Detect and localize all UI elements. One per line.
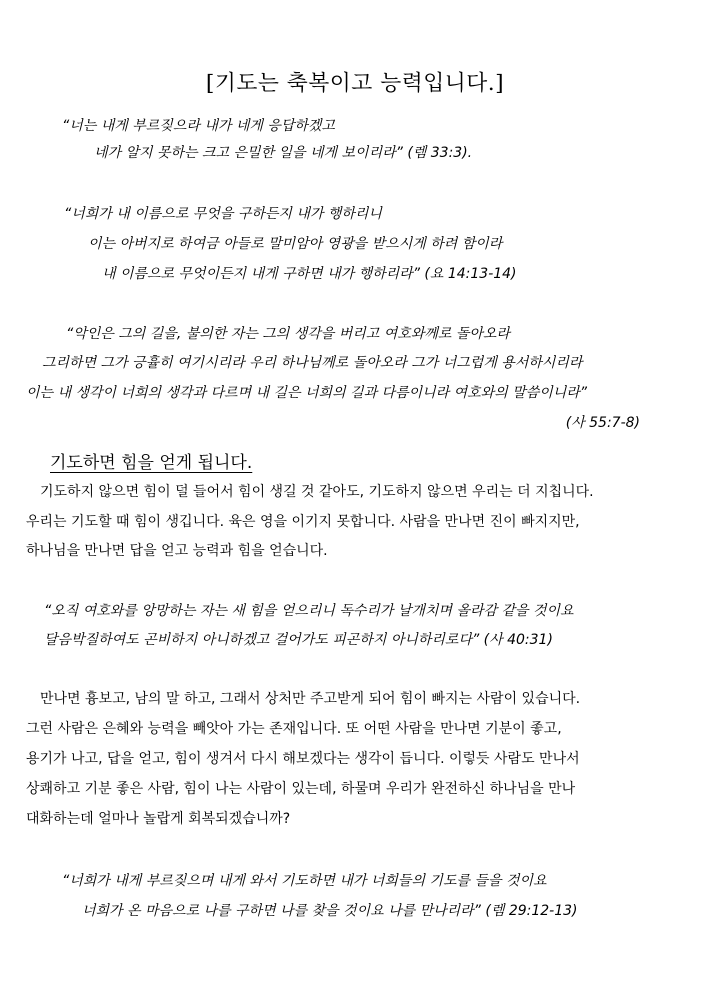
page-title: [기도는 축복이고 능력입니다.] (205, 71, 505, 96)
paragraph2-line1: 만나면 흉보고, 남의 말 하고, 그래서 상처만 주고받게 되어 힘이 빠지는 사람이 있습니다. (40, 691, 581, 707)
paragraph1-line3: 하나님을 만나면 답을 얻고 능력과 힘을 얻습니다. (26, 543, 328, 559)
quote2-line2: 이는 아버지로 하여금 아들로 말미암아 영광을 받으시게 하려 함이라 (88, 236, 503, 252)
quote3-line2: 그리하면 그가 긍휼히 여기시리라 우리 하나님께로 돌아오라 그가 너그럽게 용서하시리라 (42, 355, 583, 371)
quote3-reference: (사 55:7-8) (565, 415, 640, 431)
quote1-line1: “너는 내게 부르짖으라 내가 네게 응답하겠고 (62, 118, 335, 134)
paragraph1-line2: 우리는 기도할 때 힘이 생깁니다. 육은 영을 이기지 못합니다. 사람을 만나면 진이 빠지지만, (26, 514, 580, 530)
quote5-line2: 너희가 온 마음으로 나를 구하면 나를 찾을 것이요 나를 만나리라” (렘 29:12-13) (82, 903, 578, 919)
paragraph2-line2: 그런 사람은 은혜와 능력을 빼앗아 가는 존재입니다. 또 어떤 사람을 만나면 기분이 좋고, (26, 721, 562, 737)
paragraph2-line5: 대화하는데 얼마나 놀랍게 회복되겠습니까? (26, 811, 291, 827)
quote3-line3: 이는 내 생각이 너희의 생각과 다르며 내 길은 너희의 길과 다름이니라 여호와의 말씀이니라” (26, 385, 588, 401)
paragraph1-line1: 기도하지 않으면 힘이 덜 들어서 힘이 생길 것 같아도, 기도하지 않으면 우리는 더 지칩니다. (40, 484, 594, 500)
paragraph2-line3: 용기가 나고, 답을 얻고, 힘이 생겨서 다시 해보겠다는 생각이 듭니다. 이렇듯 사람도 만나서 (26, 751, 580, 767)
quote4-line2: 달음박질하여도 곤비하지 아니하겠고 걸어가도 피곤하지 아니하리로다” (사 40:31) (44, 632, 553, 648)
paragraph2-line4: 상쾌하고 기분 좋은 사람, 힘이 나는 사람이 있는데, 하물며 우리가 완전하신 하나님을 만나 (26, 781, 576, 797)
quote2-line3: 내 이름으로 무엇이든지 내게 구하면 내가 행하리라” (요 14:13-14) (102, 266, 517, 282)
quote3-line1: “악인은 그의 길을, 불의한 자는 그의 생각을 버리고 여호와께로 돌아오라 (66, 326, 510, 342)
quote5-line1: “너희가 내게 부르짖으며 내게 와서 기도하면 내가 너희들의 기도를 들을 것이요 (62, 873, 547, 889)
quote1-line2: 네가 알지 못하는 크고 은밀한 일을 네게 보이리라” (렘 33:3). (94, 145, 473, 161)
section-heading: 기도하면 힘을 얻게 됩니다. (50, 453, 253, 473)
quote4-line1: “오직 여호와를 앙망하는 자는 새 힘을 얻으리니 독수리가 날개치며 올라감 같을 것이요 (44, 603, 574, 619)
quote2-line1: “너희가 내 이름으로 무엇을 구하든지 내가 행하리니 (64, 206, 382, 222)
